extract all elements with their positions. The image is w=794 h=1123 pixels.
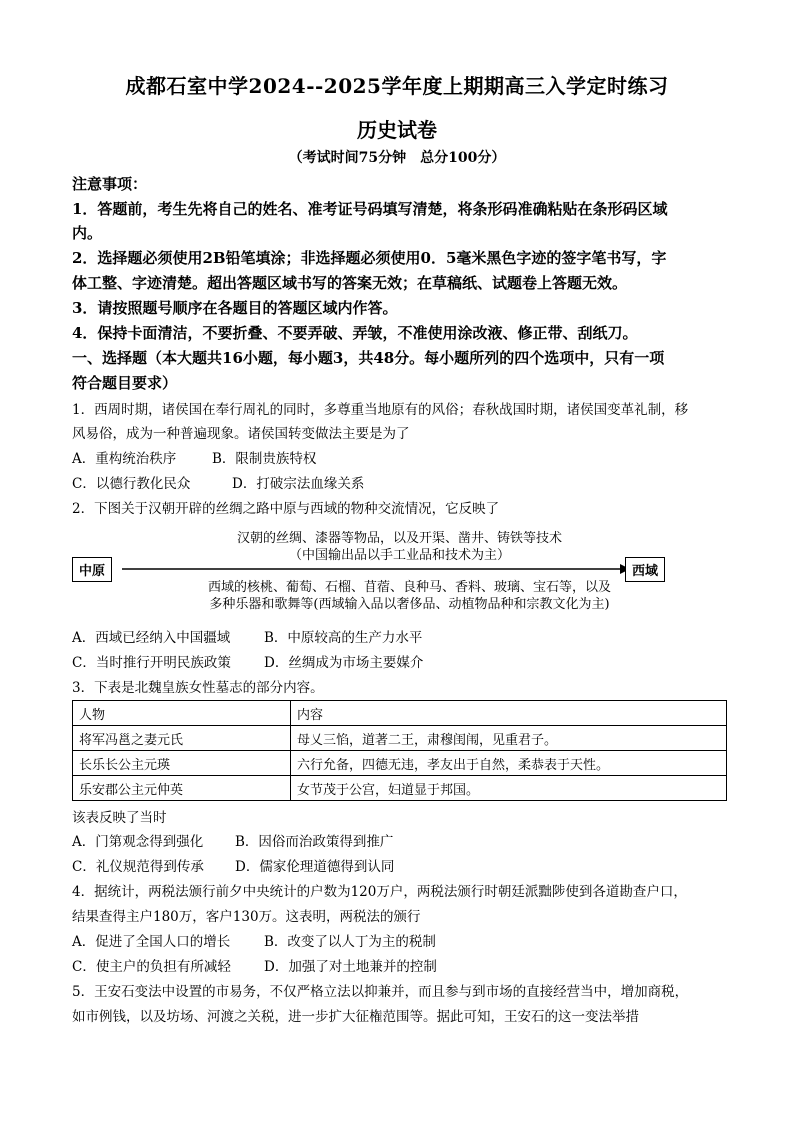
table-row <box>73 751 727 776</box>
diagram-export-note: （中国输出品以手工业品和技术为主） <box>288 548 510 563</box>
q3-options-row1 <box>72 830 727 850</box>
diagram-export-text: 汉朝的丝绸、漆器等物品，以及开渠、凿井、铸铁等技术 <box>236 531 562 546</box>
table-header-row <box>73 701 727 726</box>
notes-heading: 注意事项： <box>72 175 148 193</box>
q1-option-a[interactable]: A．重构统治秩序 <box>72 451 177 467</box>
q4-options-row1 <box>72 930 727 950</box>
q4-stem: 4．据统计，两税法颁行前夕中央统计的户数为120万户，两税法颁行时朝廷派黜陟使到各道勘查户口， <box>72 884 687 900</box>
section-heading: 一、选择题（本大题共16小题，每小题3，共48分。每小题所列的四个选项中，只有一项 <box>72 349 665 367</box>
table-header-content: 内容 <box>291 701 727 726</box>
q2-stem: 2．下图关于汉朝开辟的丝绸之路中原与西域的物种交流情况，它反映了 <box>72 501 500 517</box>
q3-prompt: 该表反映了当时 <box>72 810 167 826</box>
q2-options-row1 <box>72 626 727 646</box>
q2-option-a[interactable]: A．西域已经纳入中国疆域 <box>72 630 231 646</box>
q5-stem: 5．王安石变法中设置的市易务，不仅严格立法以抑兼并，而且参与到市场的直接经营当中，增加商税， <box>72 984 689 1000</box>
q2-option-d[interactable]: D．丝绸成为市场主要媒介 <box>264 655 424 671</box>
diagram-import-note: 多种乐器和歌舞等(西域输入品以奢侈品、动植物品种和宗教文化为主) <box>209 597 610 612</box>
q1-stem-cont: 风易俗，成为一种普遍现象。诸侯国转变做法主要是为了 <box>72 426 410 442</box>
table-row <box>73 726 727 751</box>
exam-info: （考试时间75分钟 总分100分） <box>288 150 506 166</box>
note-3: 3．请按照题号顺序在各题目的答题区域内作答。 <box>72 299 398 317</box>
q4-option-b[interactable]: B．改变了以人丁为主的税制 <box>264 934 436 950</box>
q1-option-d[interactable]: D．打破宗法血缘关系 <box>232 476 365 492</box>
q3-option-d[interactable]: D．儒家伦理道德得到认同 <box>235 859 395 875</box>
q1-option-b[interactable]: B．限制贵族特权 <box>212 451 317 467</box>
table-cell-person: 长乐长公主元瑛 <box>73 751 291 776</box>
table-cell-content: 六行允备，四德无违，孝友出于自然，柔恭表于天性。 <box>291 751 727 776</box>
section-heading-cont: 符合题目要求） <box>72 374 178 392</box>
table-cell-person: 乐安郡公主元仲英 <box>73 776 291 801</box>
q3-option-b[interactable]: B．因俗而治政策得到推广 <box>235 834 394 850</box>
q5-stem-cont: 如市例钱，以及坊场、河渡之关税，进一步扩大征権范围等。据此可知，王安石的这一变法举措 <box>72 1009 639 1025</box>
q3-option-c[interactable]: C．礼仪规范得到传承 <box>72 859 204 875</box>
note-4: 4．保持卡面清洁，不要折叠、不要弄破、弄皱，不准使用涂改液、修正带、刮纸刀。 <box>72 324 638 342</box>
table-cell-person: 将军冯邕之妻元氏 <box>73 726 291 751</box>
central-plains-box: 中原 <box>72 557 112 582</box>
q4-option-a[interactable]: A．促进了全国人口的增长 <box>72 934 231 950</box>
note-2: 2．选择题必须使用2B铅笔填涂；非选择题必须使用0．5毫米黑色字迹的签字笔书写，字 <box>72 249 667 267</box>
q2-option-c[interactable]: C．当时推行开明民族政策 <box>72 655 231 671</box>
western-regions-box: 西域 <box>625 557 665 582</box>
q4-option-d[interactable]: D．加强了对土地兼并的控制 <box>264 959 437 975</box>
exam-title: 成都石室中学2024--2025学年度上期期高三入学定时练习 <box>125 74 669 98</box>
q4-option-c[interactable]: C．使主户的负担有所减轻 <box>72 959 231 975</box>
q3-option-a[interactable]: A．门第观念得到强化 <box>72 834 204 850</box>
table-cell-content: 母乂三惂，道著二王，肃穆闺闱，见重君子。 <box>291 726 727 751</box>
q3-stem: 3．下表是北魏皇族女性墓志的部分内容。 <box>72 680 324 696</box>
subject-title: 历史试卷 <box>357 118 437 142</box>
table-cell-content: 女节茂于公宫，妇道显于邦国。 <box>291 776 727 801</box>
q4-stem-cont: 结果查得主户180万，客户130万。这表明，两税法的颁行 <box>72 909 421 925</box>
silk-road-exchange-diagram <box>72 524 727 614</box>
note-1-cont: 内。 <box>72 224 103 242</box>
q3-options-row2 <box>72 855 727 875</box>
note-1: 1．答题前，考生先将自己的姓名、准考证号码填写清楚，将条形码准确粘贴在条形码区域 <box>72 200 668 218</box>
table-header-person: 人物 <box>73 701 291 726</box>
q1-options-row2 <box>72 472 727 492</box>
diagram-import-text: 西域的核桃、葡萄、石榴、苜蓿、良种马、香料、玻璃、宝石等，以及 <box>207 580 611 595</box>
q1-stem: 1．西周时期，诸侯国在奉行周礼的同时，多尊重当地原有的风俗；春秋战国时期，诸侯国变革礼制，移 <box>72 402 689 418</box>
q2-options-row2 <box>72 651 727 671</box>
q4-options-row2 <box>72 955 727 975</box>
q1-options-row1 <box>72 447 727 467</box>
q2-option-b[interactable]: B．中原较高的生产力水平 <box>264 630 423 646</box>
epitaph-table <box>72 700 727 801</box>
q1-option-c[interactable]: C．以德行教化民众 <box>72 476 191 492</box>
table-row <box>73 776 727 801</box>
note-2-cont: 体工整、字迹清楚。超出答题区域书写的答案无效；在草稿纸、试题卷上答题无效。 <box>72 274 628 292</box>
